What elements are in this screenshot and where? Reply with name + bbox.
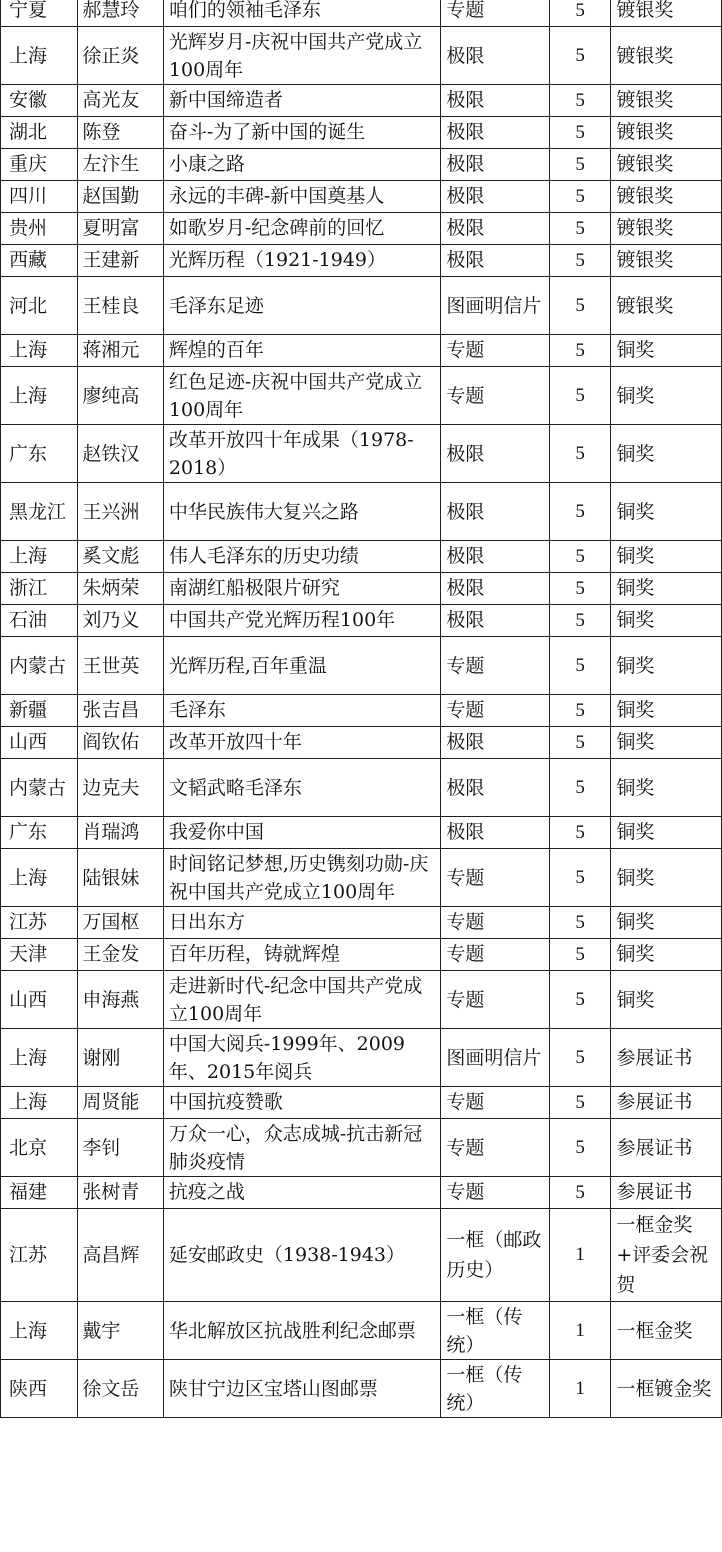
exhibit-title-cell: 改革开放四十年成果（1978-2018） — [163, 425, 441, 483]
exhibitor-name-cell: 万国枢 — [78, 907, 163, 939]
exhibit-title-cell: 新中国缔造者 — [163, 85, 441, 117]
frame-count-cell: 5 — [550, 27, 611, 85]
table-row — [1, 117, 722, 149]
category-cell: 专题 — [441, 637, 550, 695]
frame-count-cell: 5 — [550, 939, 611, 971]
category-cell: 极限 — [441, 27, 550, 85]
award-cell: 镀银奖 — [611, 149, 722, 181]
exhibit-title-cell: 中国共产党光辉历程100年 — [163, 605, 441, 637]
award-cell: 铜奖 — [611, 335, 722, 367]
table-row — [1, 1177, 722, 1209]
exhibit-title-cell: 永远的丰碑-新中国奠基人 — [163, 181, 441, 213]
category-cell: 极限 — [441, 117, 550, 149]
category-cell: 专题 — [441, 695, 550, 727]
exhibitor-name-cell: 王兴洲 — [78, 483, 163, 541]
exhibitor-name-cell: 谢刚 — [78, 1029, 163, 1087]
exhibitor-name-cell: 周贤能 — [78, 1087, 163, 1119]
award-cell: 铜奖 — [611, 907, 722, 939]
award-cell: 镀银奖 — [611, 181, 722, 213]
table-row — [1, 637, 722, 695]
exhibit-title-cell: 中国抗疫赞歌 — [163, 1087, 441, 1119]
frame-count-cell: 1 — [550, 1209, 611, 1302]
exhibitor-name-cell: 王金发 — [78, 939, 163, 971]
exhibit-title-cell: 万众一心，众志成城-抗击新冠肺炎疫情 — [163, 1119, 441, 1177]
category-cell: 极限 — [441, 605, 550, 637]
frame-count-cell: 5 — [550, 1119, 611, 1177]
province-cell: 上海 — [1, 1087, 78, 1119]
table-row — [1, 181, 722, 213]
frame-count-cell: 5 — [550, 181, 611, 213]
province-cell: 河北 — [1, 277, 78, 335]
exhibitor-name-cell: 廖纯高 — [78, 367, 163, 425]
table-row — [1, 1119, 722, 1177]
frame-count-cell: 5 — [550, 605, 611, 637]
frame-count-cell: 5 — [550, 335, 611, 367]
frame-count-cell: 5 — [550, 637, 611, 695]
exhibitor-name-cell: 徐正炎 — [78, 27, 163, 85]
award-cell: 参展证书 — [611, 1029, 722, 1087]
category-cell: 极限 — [441, 541, 550, 573]
category-cell: 专题 — [441, 907, 550, 939]
award-cell: 铜奖 — [611, 695, 722, 727]
frame-count-cell: 5 — [550, 727, 611, 759]
province-cell: 贵州 — [1, 213, 78, 245]
category-cell: 专题 — [441, 0, 550, 27]
province-cell: 内蒙古 — [1, 759, 78, 817]
frame-count-cell: 5 — [550, 85, 611, 117]
table-row — [1, 85, 722, 117]
award-cell: 铜奖 — [611, 849, 722, 907]
province-cell: 福建 — [1, 1177, 78, 1209]
province-cell: 广东 — [1, 425, 78, 483]
award-cell: 镀银奖 — [611, 85, 722, 117]
exhibitor-name-cell: 蒋湘元 — [78, 335, 163, 367]
table-row — [1, 213, 722, 245]
exhibit-title-cell: 走进新时代-纪念中国共产党成立100周年 — [163, 971, 441, 1029]
province-cell: 江苏 — [1, 907, 78, 939]
category-cell: 专题 — [441, 335, 550, 367]
exhibitor-name-cell: 左汴生 — [78, 149, 163, 181]
award-cell: 铜奖 — [611, 637, 722, 695]
award-cell: 镀银奖 — [611, 27, 722, 85]
exhibitor-name-cell: 高光友 — [78, 85, 163, 117]
province-cell: 安徽 — [1, 85, 78, 117]
frame-count-cell: 5 — [550, 277, 611, 335]
table-row — [1, 1209, 722, 1302]
category-cell: 极限 — [441, 245, 550, 277]
frame-count-cell: 5 — [550, 213, 611, 245]
award-cell: 参展证书 — [611, 1087, 722, 1119]
exhibit-title-cell: 红色足迹-庆祝中国共产党成立100周年 — [163, 367, 441, 425]
award-cell: 参展证书 — [611, 1119, 722, 1177]
frame-count-cell: 5 — [550, 695, 611, 727]
category-cell: 极限 — [441, 425, 550, 483]
award-cell: 铜奖 — [611, 367, 722, 425]
category-cell: 极限 — [441, 727, 550, 759]
exhibit-title-cell: 华北解放区抗战胜利纪念邮票 — [163, 1302, 441, 1360]
award-cell: 镀银奖 — [611, 277, 722, 335]
award-cell: 铜奖 — [611, 817, 722, 849]
table-row — [1, 1087, 722, 1119]
exhibitor-name-cell: 肖瑞鸿 — [78, 817, 163, 849]
exhibitor-name-cell: 阎钦佑 — [78, 727, 163, 759]
province-cell: 浙江 — [1, 573, 78, 605]
frame-count-cell: 1 — [550, 1302, 611, 1360]
table-row — [1, 483, 722, 541]
table-row — [1, 573, 722, 605]
frame-count-cell: 5 — [550, 573, 611, 605]
exhibitor-name-cell: 张吉昌 — [78, 695, 163, 727]
table-row — [1, 335, 722, 367]
exhibitor-name-cell: 高昌辉 — [78, 1209, 163, 1302]
frame-count-cell: 5 — [550, 149, 611, 181]
province-cell: 上海 — [1, 1302, 78, 1360]
table-row — [1, 541, 722, 573]
province-cell: 山西 — [1, 971, 78, 1029]
province-cell: 天津 — [1, 939, 78, 971]
table-row — [1, 605, 722, 637]
exhibit-title-cell: 毛泽东足迹 — [163, 277, 441, 335]
exhibit-title-cell: 百年历程，铸就辉煌 — [163, 939, 441, 971]
exhibitor-name-cell: 申海燕 — [78, 971, 163, 1029]
frame-count-cell: 5 — [550, 817, 611, 849]
category-cell: 专题 — [441, 1119, 550, 1177]
frame-count-cell: 5 — [550, 541, 611, 573]
province-cell: 上海 — [1, 849, 78, 907]
award-cell: 一框镀金奖 — [611, 1360, 722, 1418]
award-cell: 铜奖 — [611, 425, 722, 483]
table-row — [1, 27, 722, 85]
exhibit-title-cell: 延安邮政史（1938-1943） — [163, 1209, 441, 1302]
province-cell: 重庆 — [1, 149, 78, 181]
category-cell: 极限 — [441, 573, 550, 605]
table-row — [1, 849, 722, 907]
exhibit-title-cell: 日出东方 — [163, 907, 441, 939]
table-row — [1, 695, 722, 727]
exhibit-title-cell: 光辉岁月-庆祝中国共产党成立100周年 — [163, 27, 441, 85]
category-cell: 极限 — [441, 149, 550, 181]
category-cell: 极限 — [441, 85, 550, 117]
exhibitor-name-cell: 王建新 — [78, 245, 163, 277]
category-cell: 专题 — [441, 1087, 550, 1119]
province-cell: 广东 — [1, 817, 78, 849]
exhibit-title-cell: 光辉历程（1921-1949） — [163, 245, 441, 277]
province-cell: 上海 — [1, 335, 78, 367]
exhibit-title-cell: 伟人毛泽东的历史功绩 — [163, 541, 441, 573]
award-cell: 镀银奖 — [611, 245, 722, 277]
exhibitor-name-cell: 边克夫 — [78, 759, 163, 817]
frame-count-cell: 5 — [550, 483, 611, 541]
category-cell: 专题 — [441, 939, 550, 971]
table-row — [1, 1302, 722, 1360]
province-cell: 山西 — [1, 727, 78, 759]
exhibit-title-cell: 光辉历程,百年重温 — [163, 637, 441, 695]
exhibitor-name-cell: 李钊 — [78, 1119, 163, 1177]
table-row — [1, 759, 722, 817]
province-cell: 黑龙江 — [1, 483, 78, 541]
exhibit-title-cell: 南湖红船极限片研究 — [163, 573, 441, 605]
frame-count-cell: 5 — [550, 1029, 611, 1087]
award-cell: 铜奖 — [611, 573, 722, 605]
exhibitor-name-cell: 奚文彪 — [78, 541, 163, 573]
exhibit-title-cell: 文韬武略毛泽东 — [163, 759, 441, 817]
exhibit-title-cell: 改革开放四十年 — [163, 727, 441, 759]
province-cell: 陕西 — [1, 1360, 78, 1418]
exhibit-title-cell: 辉煌的百年 — [163, 335, 441, 367]
table-row — [1, 727, 722, 759]
category-cell: 极限 — [441, 817, 550, 849]
category-cell: 图画明信片 — [441, 277, 550, 335]
award-cell: 镀银奖 — [611, 0, 722, 27]
province-cell: 北京 — [1, 1119, 78, 1177]
table-row — [1, 277, 722, 335]
frame-count-cell: 5 — [550, 907, 611, 939]
province-cell: 上海 — [1, 27, 78, 85]
exhibit-title-cell: 如歌岁月-纪念碑前的回忆 — [163, 213, 441, 245]
table-row — [1, 149, 722, 181]
exhibitor-name-cell: 王世英 — [78, 637, 163, 695]
exhibitor-name-cell: 王桂良 — [78, 277, 163, 335]
frame-count-cell: 1 — [550, 1360, 611, 1418]
table-row — [1, 971, 722, 1029]
exhibit-title-cell: 中华民族伟大复兴之路 — [163, 483, 441, 541]
category-cell: 极限 — [441, 759, 550, 817]
table-row — [1, 907, 722, 939]
table-row — [1, 0, 722, 27]
award-cell: 铜奖 — [611, 483, 722, 541]
exhibitor-name-cell: 朱炳荣 — [78, 573, 163, 605]
category-cell: 专题 — [441, 971, 550, 1029]
exhibitor-name-cell: 陈登 — [78, 117, 163, 149]
province-cell: 上海 — [1, 541, 78, 573]
exhibit-title-cell: 小康之路 — [163, 149, 441, 181]
province-cell: 上海 — [1, 367, 78, 425]
exhibit-title-cell: 陕甘宁边区宝塔山图邮票 — [163, 1360, 441, 1418]
category-cell: 极限 — [441, 483, 550, 541]
award-cell: 铜奖 — [611, 939, 722, 971]
exhibit-title-cell: 我爱你中国 — [163, 817, 441, 849]
exhibit-title-cell: 中国大阅兵-1999年、2009年、2015年阅兵 — [163, 1029, 441, 1087]
province-cell: 宁夏 — [1, 0, 78, 27]
award-cell: 一框金奖 — [611, 1302, 722, 1360]
frame-count-cell: 5 — [550, 245, 611, 277]
category-cell: 一框（传统） — [441, 1360, 550, 1418]
frame-count-cell: 5 — [550, 1087, 611, 1119]
frame-count-cell: 5 — [550, 0, 611, 27]
province-cell: 湖北 — [1, 117, 78, 149]
table-row — [1, 1029, 722, 1087]
award-cell: 铜奖 — [611, 759, 722, 817]
province-cell: 西藏 — [1, 245, 78, 277]
table-row — [1, 245, 722, 277]
award-cell: 镀银奖 — [611, 213, 722, 245]
frame-count-cell: 5 — [550, 1177, 611, 1209]
exhibit-title-cell: 时间铭记梦想,历史镌刻功勋-庆祝中国共产党成立100周年 — [163, 849, 441, 907]
frame-count-cell: 5 — [550, 117, 611, 149]
province-cell: 四川 — [1, 181, 78, 213]
exhibitor-name-cell: 郝慧玲 — [78, 0, 163, 27]
category-cell: 图画明信片 — [441, 1029, 550, 1087]
category-cell: 一框（传统） — [441, 1302, 550, 1360]
exhibitor-name-cell: 徐文岳 — [78, 1360, 163, 1418]
award-cell: 铜奖 — [611, 605, 722, 637]
exhibitor-name-cell: 刘乃义 — [78, 605, 163, 637]
frame-count-cell: 5 — [550, 971, 611, 1029]
category-cell: 极限 — [441, 181, 550, 213]
province-cell: 江苏 — [1, 1209, 78, 1302]
frame-count-cell: 5 — [550, 759, 611, 817]
table-row — [1, 367, 722, 425]
province-cell: 上海 — [1, 1029, 78, 1087]
award-table-body — [1, 0, 722, 1418]
frame-count-cell: 5 — [550, 849, 611, 907]
exhibitor-name-cell: 赵国勤 — [78, 181, 163, 213]
exhibit-title-cell: 抗疫之战 — [163, 1177, 441, 1209]
exhibitor-name-cell: 陆银妹 — [78, 849, 163, 907]
category-cell: 专题 — [441, 367, 550, 425]
province-cell: 石油 — [1, 605, 78, 637]
exhibitor-name-cell: 张树青 — [78, 1177, 163, 1209]
category-cell: 极限 — [441, 213, 550, 245]
category-cell: 专题 — [441, 1177, 550, 1209]
exhibitor-name-cell: 夏明富 — [78, 213, 163, 245]
award-cell: 铜奖 — [611, 727, 722, 759]
frame-count-cell: 5 — [550, 425, 611, 483]
frame-count-cell: 5 — [550, 367, 611, 425]
award-cell: 镀银奖 — [611, 117, 722, 149]
category-cell: 一框（邮政历史） — [441, 1209, 550, 1302]
category-cell: 专题 — [441, 849, 550, 907]
exhibitor-name-cell: 戴宇 — [78, 1302, 163, 1360]
award-cell: 参展证书 — [611, 1177, 722, 1209]
province-cell: 新疆 — [1, 695, 78, 727]
award-cell: 一框金奖+评委会祝贺 — [611, 1209, 722, 1302]
exhibit-title-cell: 咱们的领袖毛泽东 — [163, 0, 441, 27]
table-row — [1, 1360, 722, 1418]
exhibit-title-cell: 奋斗-为了新中国的诞生 — [163, 117, 441, 149]
exhibitor-name-cell: 赵铁汉 — [78, 425, 163, 483]
table-row — [1, 425, 722, 483]
province-cell: 内蒙古 — [1, 637, 78, 695]
award-cell: 铜奖 — [611, 971, 722, 1029]
exhibit-title-cell: 毛泽东 — [163, 695, 441, 727]
table-row — [1, 939, 722, 971]
table-row — [1, 817, 722, 849]
award-cell: 铜奖 — [611, 541, 722, 573]
